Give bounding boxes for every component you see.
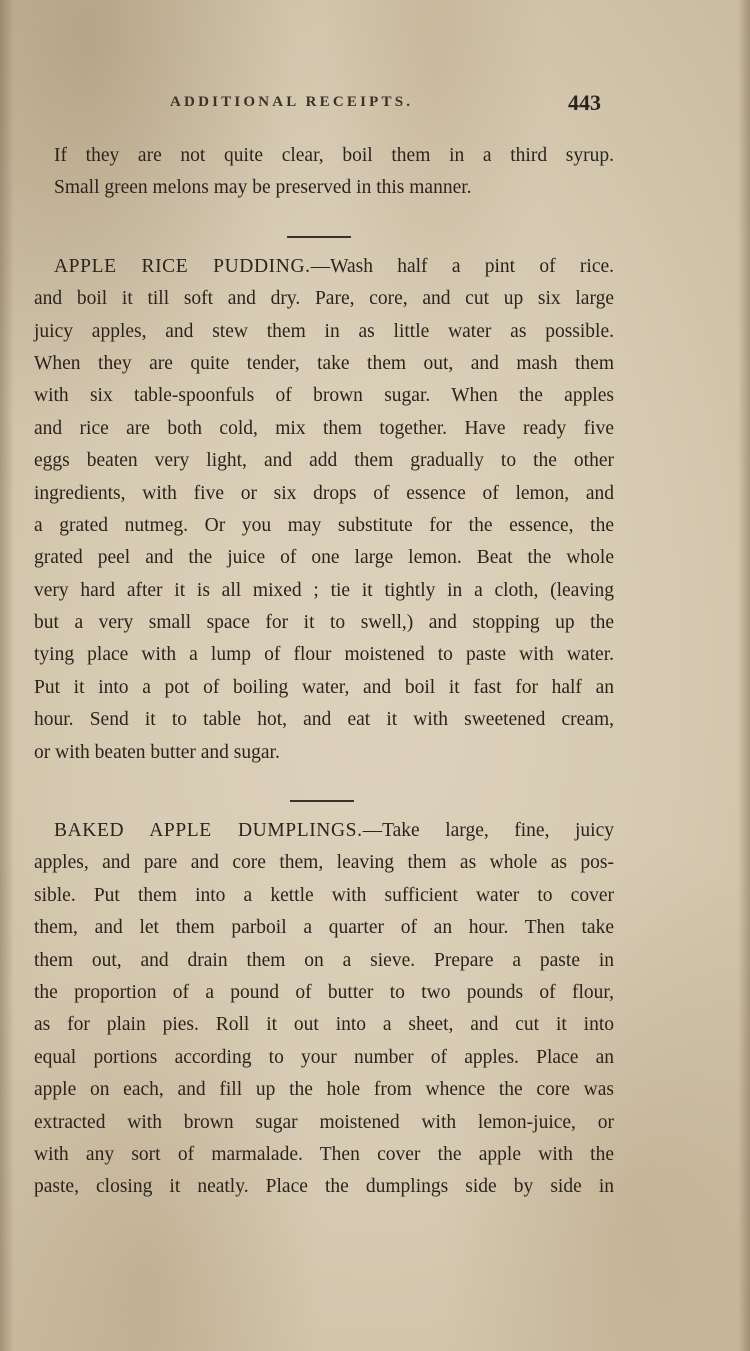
page-body <box>34 140 614 1204</box>
text-line: grated peel and the juice of one large lemon. Beat the whole <box>34 547 614 569</box>
text-line: as for plain pies. Roll it out into a sheet, and cut it into <box>34 1014 614 1036</box>
text-line: very hard after it is all mixed ; tie it tightly in a cloth, (leaving <box>34 579 614 601</box>
text-line: but a very small space for it to swell,) and stopping up the <box>34 612 614 634</box>
recipe-first-line <box>34 251 614 283</box>
text-line: When they are quite tender, take them out, and mash them <box>34 352 614 374</box>
text-line: or with beaten butter and sugar. <box>34 741 280 763</box>
section-divider <box>34 769 614 815</box>
text-line: sible. Put them into a kettle with sufficient water to cover <box>34 884 614 906</box>
text-line: apple on each, and fill up the hole from whence the core was <box>34 1079 614 1101</box>
section-divider <box>34 205 614 251</box>
text-line: with six table-spoonfuls of brown sugar. When the apples <box>34 385 614 407</box>
text-line: If they are not quite clear, boil them in a third syrup. <box>54 145 614 166</box>
page-edge-shadow-right <box>738 0 750 1351</box>
running-head: ADDITIONAL RECEIPTS. <box>170 94 414 110</box>
recipe-apple-rice-pudding <box>34 251 614 769</box>
text-line: apples, and pare and core them, leaving them as whole as pos- <box>34 852 614 874</box>
text-line: equal portions according to your number of apples. Place an <box>34 1046 614 1068</box>
text-line: with any sort of marmalade. Then cover the apple with the <box>34 1143 614 1165</box>
recipe-title-rest: —Wash half a pint of rice. <box>310 255 614 277</box>
recipe-title-rest: —Take large, fine, juicy <box>362 820 614 842</box>
page-edge-shadow-left <box>0 0 14 1351</box>
text-line: Put it into a pot of boiling water, and boil it fast for half an <box>34 676 614 698</box>
text-line: a grated nutmeg. Or you may substitute for the essence, the <box>34 514 614 536</box>
page-number: 443 <box>568 90 601 115</box>
text-line: and boil it till soft and dry. Pare, core, and cut up six large <box>34 288 614 310</box>
text-line: and rice are both cold, mix them together. Have ready five <box>34 417 614 439</box>
text-line: tying place with a lump of flour moistened to paste with water. <box>34 644 614 666</box>
recipe-title: BAKED APPLE DUMPLINGS. <box>54 820 363 842</box>
text-line: extracted with brown sugar moistened with lemon-juice, or <box>34 1111 614 1133</box>
text-line: ingredients, with five or six drops of essence of lemon, and <box>34 482 614 504</box>
text-line: them, and let them parboil a quarter of an hour. Then take <box>34 917 614 939</box>
text-line: hour. Send it to table hot, and eat it with sweetened cream, <box>34 709 614 731</box>
text-line: Small green melons may be preserved in this manner. <box>54 177 472 199</box>
page-header <box>0 90 750 120</box>
text-line: eggs beaten very light, and add them gradually to the other <box>34 450 614 472</box>
text-line: the proportion of a pound of butter to two pounds of flour, <box>34 981 614 1003</box>
text-line: paste, closing it neatly. Place the dumplings side by side in <box>34 1176 614 1198</box>
text-line: juicy apples, and stew them in as little water as possible. <box>34 320 614 342</box>
recipe-first-line <box>34 815 614 847</box>
divider-rule <box>287 236 351 238</box>
text-line: them out, and drain them on a sieve. Prepare a paste in <box>34 949 614 971</box>
recipe-baked-apple-dumplings <box>34 815 614 1204</box>
divider-rule <box>290 800 354 802</box>
recipe-title: APPLE RICE PUDDING. <box>54 255 311 277</box>
